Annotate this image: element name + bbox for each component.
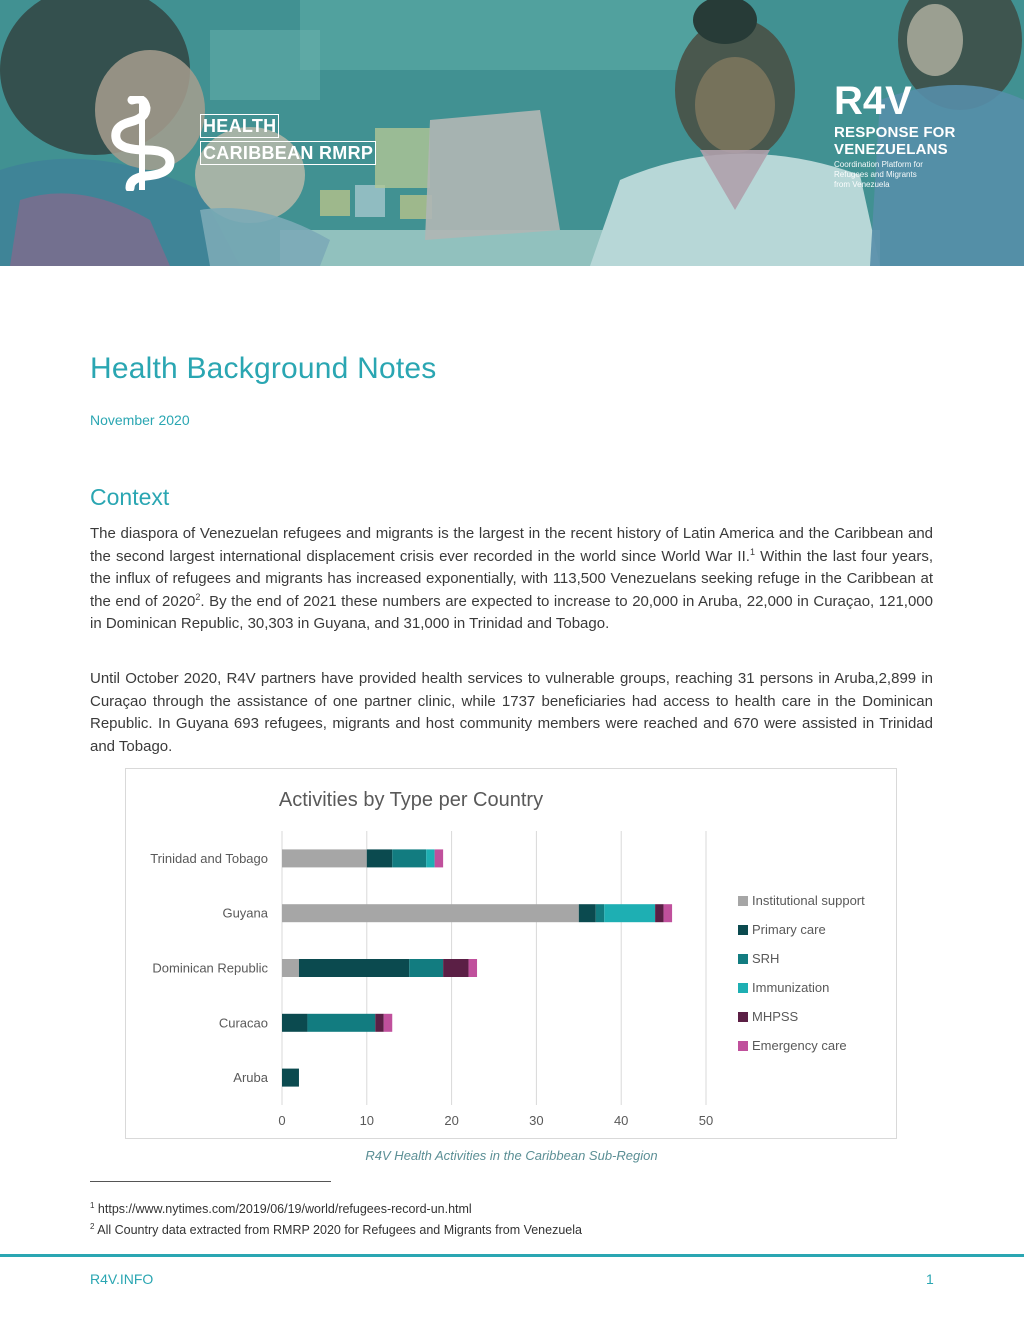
legend-label: Emergency care [752,1038,847,1053]
x-tick-label: 40 [613,1113,629,1128]
x-tick-label: 30 [529,1113,544,1128]
legend-label: Institutional support [752,893,865,908]
footer-rule [0,1254,1024,1257]
footnote-1 [90,1202,472,1216]
r4v-subtitle [834,160,984,190]
bar-segment [664,904,672,922]
bar-segment [443,959,468,977]
legend-label: Immunization [752,980,830,995]
activities-chart-svg [126,769,898,1140]
legend-label: MHPSS [752,1009,799,1024]
footnote-ref-1: 1 [749,546,755,557]
paragraph-1-text-b: Within the last four years, the influx of refugees and migrants has increased exponentially, with 113,500 Venezuelans seeking refuge in the Caribbean at the end of 2020 [90,547,934,610]
header-banner [0,0,1024,266]
r4v-logo [834,80,984,190]
page-number: 1 [926,1271,934,1287]
bar-segment [367,849,392,867]
r4v-mark-text: R4V [834,80,912,118]
legend-label: Primary care [752,922,826,937]
health-staff-logo-icon [108,96,178,191]
bar-segment [384,1014,392,1032]
bar-segment [299,959,409,977]
footnote-ref-2: 2 [195,591,201,602]
footnote-divider [90,1181,331,1182]
paragraph-1-text-a: The diaspora of Venezuelan refugees and migrants is the largest in the recent history of Latin America and the Caribbean and the second largest international displacement crisis ever recorded in the world since World War II. [90,525,933,565]
health-logo-line2: CARIBBEAN RMRP [200,141,376,165]
bar-segment [409,959,443,977]
y-category-label: Trinidad and Tobago [150,850,268,866]
r4v-sub-line1: Coordination Platform for [834,160,923,169]
footer-website-link[interactable]: R4V.INFO [90,1271,154,1287]
section-heading-context: Context [90,484,170,510]
bar-segment [655,904,663,922]
r4v-sub-line2: Refugees and Migrants [834,170,917,179]
bar-segment [282,1069,299,1087]
y-category-label: Curacao [218,1015,268,1031]
legend-swatch [738,925,748,935]
r4v-title-line2: VENEZUELANS [834,141,948,158]
x-tick-label: 50 [698,1113,714,1128]
r4v-title-line1: RESPONSE FOR [834,124,956,141]
health-logo-line1: HEALTH [200,114,279,138]
bar-segment [282,1014,307,1032]
bar-segment [579,904,596,922]
document-date: November 2020 [90,412,190,428]
y-category-label: Dominican Republic [152,960,268,976]
legend-swatch [738,983,748,993]
r4v-title [834,124,984,158]
paragraph-1-text-c: . By the end of 2021 these numbers are expected to increase to 20,000 in Aruba, 22,000 in Curaçao, 121,000 in Dominican Republic, 30,303 in Guyana, and 31,000 in Trinidad and Tobago. [90,592,933,633]
context-paragraph-1 [90,523,933,636]
chart-caption: R4V Health Activities in the Caribbean Sub-Region [365,1148,658,1163]
x-tick-label: 10 [359,1113,375,1128]
bar-segment [282,849,367,867]
bar-segment [435,849,443,867]
legend-swatch [738,954,748,964]
footnote-2 [90,1223,582,1237]
x-tick-label: 20 [444,1113,459,1128]
activities-chart [125,768,897,1139]
legend-label: SRH [752,951,780,966]
x-tick-label: 0 [278,1113,286,1128]
r4v-sub-line3: from Venezuela [834,180,890,189]
footnote-1-number: 1 [90,1200,95,1210]
bar-segment [604,904,655,922]
legend-swatch [738,896,748,906]
chart-title: Activities by Type per Country [278,789,544,811]
r4v-logo-mark-icon [834,80,942,118]
bar-segment [392,849,426,867]
bar-segment [375,1014,383,1032]
legend-swatch [738,1041,748,1051]
y-category-label: Guyana [222,905,268,921]
bar-segment [282,904,579,922]
footnote-2-number: 2 [90,1221,95,1231]
bar-segment [426,849,434,867]
bar-segment [469,959,477,977]
bar-segment [307,1014,375,1032]
footnote-1-link[interactable]: https://www.nytimes.com/2019/06/19/world/refugees-record-un.html [94,1202,472,1216]
y-category-label: Aruba [233,1070,268,1086]
document-title: Health Background Notes [90,352,437,385]
legend-swatch [738,1012,748,1022]
footnote-2-text: All Country data extracted from RMRP 2020 for Refugees and Migrants from Venezuela [94,1223,582,1237]
bar-segment [282,959,299,977]
context-paragraph-2: Until October 2020, R4V partners have provided health services to vulnerable groups, reaching 31 persons in Aruba,2,899 in Curaçao through the assistance of one partner clinic, while 1737 beneficiaries had access to health care in the Dominican Republic. In Guyana 693 refugees, migrants and host community members were reached and 670 were assisted in Trinidad and Tobago. [90,670,933,755]
bar-segment [596,904,604,922]
